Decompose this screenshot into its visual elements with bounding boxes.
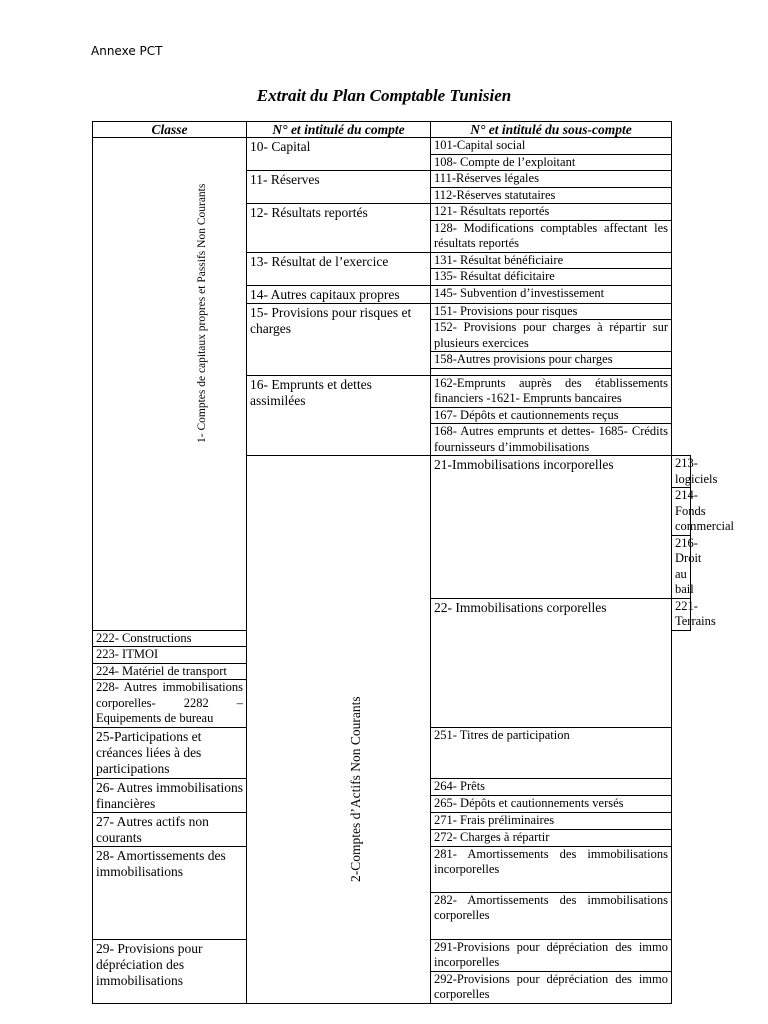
account-10: 10- Capital <box>247 138 431 171</box>
subaccount-135: 135- Résultat déficitaire <box>431 269 672 286</box>
subaccount-168: 168- Autres emprunts et dettes- 1685- Crédits fournisseurs d’immobilisations <box>431 424 672 456</box>
account-22: 22- Immobilisations corporelles <box>431 598 672 727</box>
subaccount-281: 281- Amortissements des immobilisations incorporelles <box>431 846 672 892</box>
header-sous-compte: N° et intitulé du sous-compte <box>431 122 672 138</box>
subaccount-162: 162-Emprunts auprès des établissements financiers -1621- Emprunts bancaires <box>431 375 672 407</box>
subaccount-128: 128- Modifications comptables affectant les résultats reportés <box>431 220 672 252</box>
subaccount-145: 145- Subvention d’investissement <box>431 285 672 303</box>
subaccount-167: 167- Dépôts et cautionnements reçus <box>431 407 672 424</box>
annex-label: Annexe PCT <box>91 44 163 58</box>
accounts-table-wrapper <box>92 121 734 1004</box>
accounts-table <box>92 121 734 1004</box>
subaccount-216: 216-Droit au bail <box>672 535 691 598</box>
account-16: 16- Emprunts et dettes assimilées <box>247 375 431 456</box>
header-classe: Classe <box>93 122 247 138</box>
account-27: 27- Autres actifs non courants <box>93 812 247 846</box>
account-28: 28- Amortissements des immobilisations <box>93 846 247 939</box>
subaccount-158: 158-Autres provisions pour charges <box>431 352 672 369</box>
subaccount-151: 151- Provisions pour risques <box>431 303 672 320</box>
account-11: 11- Réserves <box>247 171 431 204</box>
subaccount-223: 223- ITMOI <box>93 647 247 664</box>
account-15: 15- Provisions pour risques et charges <box>247 303 431 375</box>
account-29: 29- Provisions pour dépréciation des immobilisations <box>93 939 247 1003</box>
account-25: 25-Participations et créances liées à des participations <box>93 727 247 778</box>
subaccount-291: 291-Provisions pour dépréciation des immo incorporelles <box>431 939 672 971</box>
header-compte: N° et intitulé du compte <box>247 122 431 138</box>
class-2-label: 2-Comptes d’Actifs Non Courants <box>348 696 363 882</box>
table-row <box>93 138 691 155</box>
account-21: 21-Immobilisations incorporelles <box>431 456 672 599</box>
account-13: 13- Résultat de l’exercice <box>247 252 431 285</box>
subaccount-108: 108- Compte de l’exploitant <box>431 154 672 171</box>
subaccount-271: 271- Frais préliminaires <box>431 812 672 829</box>
subaccount-228: 228- Autres immobilisations corporelles- 2282 –Equipements de bureau <box>93 680 247 728</box>
class-1-cell <box>93 138 247 631</box>
document-title: Extrait du Plan Comptable Tunisien <box>256 86 512 105</box>
subaccount-131: 131- Résultat bénéficiaire <box>431 252 672 269</box>
account-14: 14- Autres capitaux propres <box>247 285 431 303</box>
account-12: 12- Résultats reportés <box>247 204 431 253</box>
subaccount-265: 265- Dépôts et cautionnements versés <box>431 795 672 812</box>
subaccount-111: 111-Réserves légales <box>431 171 672 188</box>
subaccount-121: 121- Résultats reportés <box>431 204 672 221</box>
account-26: 26- Autres immobilisations financières <box>93 778 247 812</box>
subaccount-213: 213-logiciels <box>672 456 691 488</box>
subaccount-blank <box>431 368 672 375</box>
subaccount-222: 222- Constructions <box>93 630 247 647</box>
subaccount-152: 152- Provisions pour charges à répartir sur plusieurs exercices <box>431 320 672 352</box>
subaccount-272: 272- Charges à répartir <box>431 829 672 846</box>
class-1-label: 1- Comptes de capitaux propres et Passifs Non Courants <box>196 183 208 443</box>
table-header-row <box>93 122 691 138</box>
subaccount-251: 251- Titres de participation <box>431 727 672 778</box>
subaccount-221: 221- Terrains <box>672 598 691 630</box>
subaccount-101: 101-Capital social <box>431 138 672 155</box>
subaccount-292: 292-Provisions pour dépréciation des immo corporelles <box>431 971 672 1003</box>
subaccount-264: 264- Prêts <box>431 778 672 795</box>
subaccount-282: 282- Amortissements des immobilisations corporelles <box>431 892 672 939</box>
class-2-cell <box>247 456 431 1004</box>
subaccount-214: 214-Fonds commercial <box>672 488 691 536</box>
subaccount-112: 112-Réserves statutaires <box>431 187 672 204</box>
subaccount-224: 224- Matériel de transport <box>93 663 247 680</box>
